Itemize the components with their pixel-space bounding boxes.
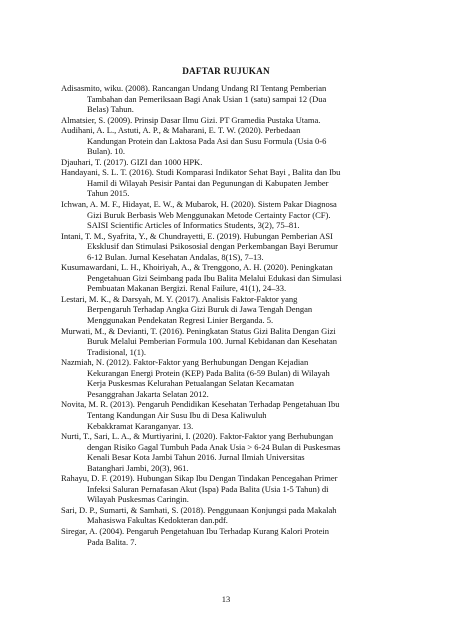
reference-continuation-line: Menggunakan Pendekatan Regresi Linier Berganda. 5.	[87, 315, 274, 326]
reference-first-line: Djauhari, T. (2017). GIZI dan 1000 HPK.	[61, 156, 203, 167]
reference-entry	[61, 473, 406, 505]
reference-entry	[61, 199, 406, 231]
reference-continuation-line: Bulan). 10.	[87, 146, 126, 157]
reference-continuation-line: Kandungan Protein dan Laktosa Pada Asi dan Susu Formula (Usia 0-6	[87, 135, 327, 146]
reference-entry	[61, 326, 406, 358]
reference-continuation-line: Kebakkramat Karanganyar. 13.	[87, 420, 194, 431]
reference-entry	[61, 83, 406, 115]
reference-entry	[61, 399, 406, 431]
reference-continuation-line: Mahasiswa Fakultas Kedokteran dan.pdf.	[87, 515, 228, 526]
reference-first-line: Nazmiah, N. (2012). Faktor-Faktor yang Berhubungan Dengan Kejadian	[61, 357, 309, 368]
reference-first-line: Sari, D. P., Sumarti, & Samhati, S. (2018). Penggunaan Konjungsi pada Makalah	[61, 504, 337, 515]
page-number: 13	[221, 594, 231, 604]
reference-first-line: Nurti, T., Sari, L. A., & Murtiyarini, I. (2020). Faktor-Faktor yang Berhubungan	[61, 431, 334, 442]
reference-continuation-line: Tambahan dan Pemeriksaan Bagi Anak Usian 1 (satu) sampai 12 (Dua	[87, 93, 327, 104]
reference-entry	[61, 526, 406, 547]
reference-continuation-line: Pengetahuan Gizi Seimbang pada Ibu Balita Melalui Edukasi dan Simulasi	[87, 272, 342, 283]
reference-first-line: Kusumawardani, L. H., Khoiriyah, A., & Trenggono, A. H. (2020). Peningkatan	[61, 262, 333, 273]
reference-first-line: Intani, T. M., Syafrita, Y., & Chundrayetti, E. (2019). Hubungan Pemberian ASI	[61, 230, 333, 241]
reference-continuation-line: Tentang Kandungan Air Susu Ibu di Desa Kaliwuluh	[87, 409, 267, 420]
reference-entry	[61, 125, 406, 157]
reference-first-line: Siregar, A. (2004). Pengaruh Pengetahuan Ibu Terhadap Kurang Kalori Protein	[61, 525, 330, 536]
reference-first-line: Adisasmito, wiku. (2008). Rancangan Undang Undang RI Tentang Pemberian	[61, 83, 327, 93]
reference-continuation-line: Hamil di Wilayah Pesisir Pantai dan Pegunungan di Kabupaten Jember	[87, 177, 329, 188]
reference-continuation-line: Kekurangan Energi Protein (KEP) Pada Balita (6-59 Bulan) di Wilayah	[87, 367, 330, 378]
reference-first-line: Ichwan, A. M. F., Hidayat, E. W., & Mubarok, H. (2020). Sistem Pakar Diagnosa	[61, 199, 337, 210]
reference-entry	[61, 505, 406, 526]
reference-entry	[61, 357, 406, 399]
reference-continuation-line: Belas) Tahun.	[87, 104, 134, 115]
reference-first-line: Handayani, S. L. T. (2016). Studi Komparasi Indikator Sehat Bayi , Balita dan Ibu	[61, 167, 341, 178]
reference-first-line: Novita, M. R. (2013). Pengaruh Pendidikan Kesehatan Terhadap Pengetahuan Ibu	[61, 399, 340, 410]
reference-entry	[61, 262, 406, 294]
reference-first-line: Rahayu, D. F. (2019). Hubungan Sikap Ibu Dengan Tindakan Pencegahan Primer	[61, 473, 338, 484]
reference-continuation-line: Berpengaruh Terhadap Angka Gizi Buruk di Jawa Tengah Dengan	[87, 304, 313, 315]
reference-first-line: Murwati, M., & Devianti, T. (2016). Peningkatan Status Gizi Balita Dengan Gizi	[61, 325, 336, 336]
reference-continuation-line: Buruk Melalui Pemberian Formula 100. Jurnal Kebidanan dan Kesehatan	[87, 336, 337, 347]
reference-entry	[61, 431, 406, 473]
reference-continuation-line: Kerja Puskesmas Kelurahan Petualangan Selatan Kecamatan	[87, 378, 294, 389]
reference-continuation-line: dengan Risiko Gagal Tumbuh Pada Anak Usia > 6-24 Bulan di Puskesmas	[87, 441, 341, 452]
reference-entry	[61, 157, 406, 168]
reference-continuation-line: Pembuatan Makanan Bergizi. Renal Failure, 41(1), 24–33.	[87, 283, 287, 294]
page-title: DAFTAR RUJUKAN	[182, 66, 270, 76]
reference-continuation-line: 6-12 Bulan. Jurnal Kesehatan Andalas, 8(1S), 7–13.	[87, 251, 264, 262]
reference-continuation-line: Eksklusif dan Stimulasi Psikososial dengan Perkembangan Bayi Berumur	[87, 241, 338, 252]
reference-list	[61, 83, 406, 547]
reference-continuation-line: Wilayah Puskesmas Caringin.	[87, 494, 189, 505]
reference-entry	[61, 294, 406, 326]
reference-continuation-line: Pesanggrahan Jakarta Selatan 2012.	[87, 388, 209, 399]
reference-continuation-line: Tradisional, 1(1).	[87, 346, 146, 357]
reference-first-line: Audihani, A. L., Astuti, A. P., & Maharani, E. T. W. (2020). Perbedaan	[61, 125, 301, 136]
reference-entry	[61, 115, 406, 126]
reference-continuation-line: Tahun 2015.	[87, 188, 130, 199]
reference-continuation-line: Gizi Buruk Berbasis Web Menggunakan Metode Certainty Factor (CF).	[87, 209, 331, 220]
reference-continuation-line: Infeksi Saluran Pernafasan Akut (Ispa) Pada Balita (Usia 1-5 Tahun) di	[87, 483, 329, 494]
reference-first-line: Lestari, M. K., & Darsyah, M. Y. (2017). Analisis Faktor-Faktor yang	[61, 293, 298, 304]
reference-continuation-line: Pada Balita. 7.	[87, 536, 137, 547]
reference-continuation-line: SAISI Scientific Articles of Informatics Students, 3(2), 75–81.	[87, 220, 300, 231]
reference-continuation-line: Kenali Besar Kota Jambi Tahun 2016. Jurnal Ilmiah Universitas	[87, 452, 305, 463]
reference-continuation-line: Batanghari Jambi, 20(3), 961.	[87, 462, 189, 473]
reference-entry	[61, 231, 406, 263]
reference-first-line: Almatsier, S. (2009). Prinsip Dasar Ilmu Gizi. PT Gramedia Pustaka Utama.	[61, 114, 321, 125]
reference-entry	[61, 167, 406, 199]
